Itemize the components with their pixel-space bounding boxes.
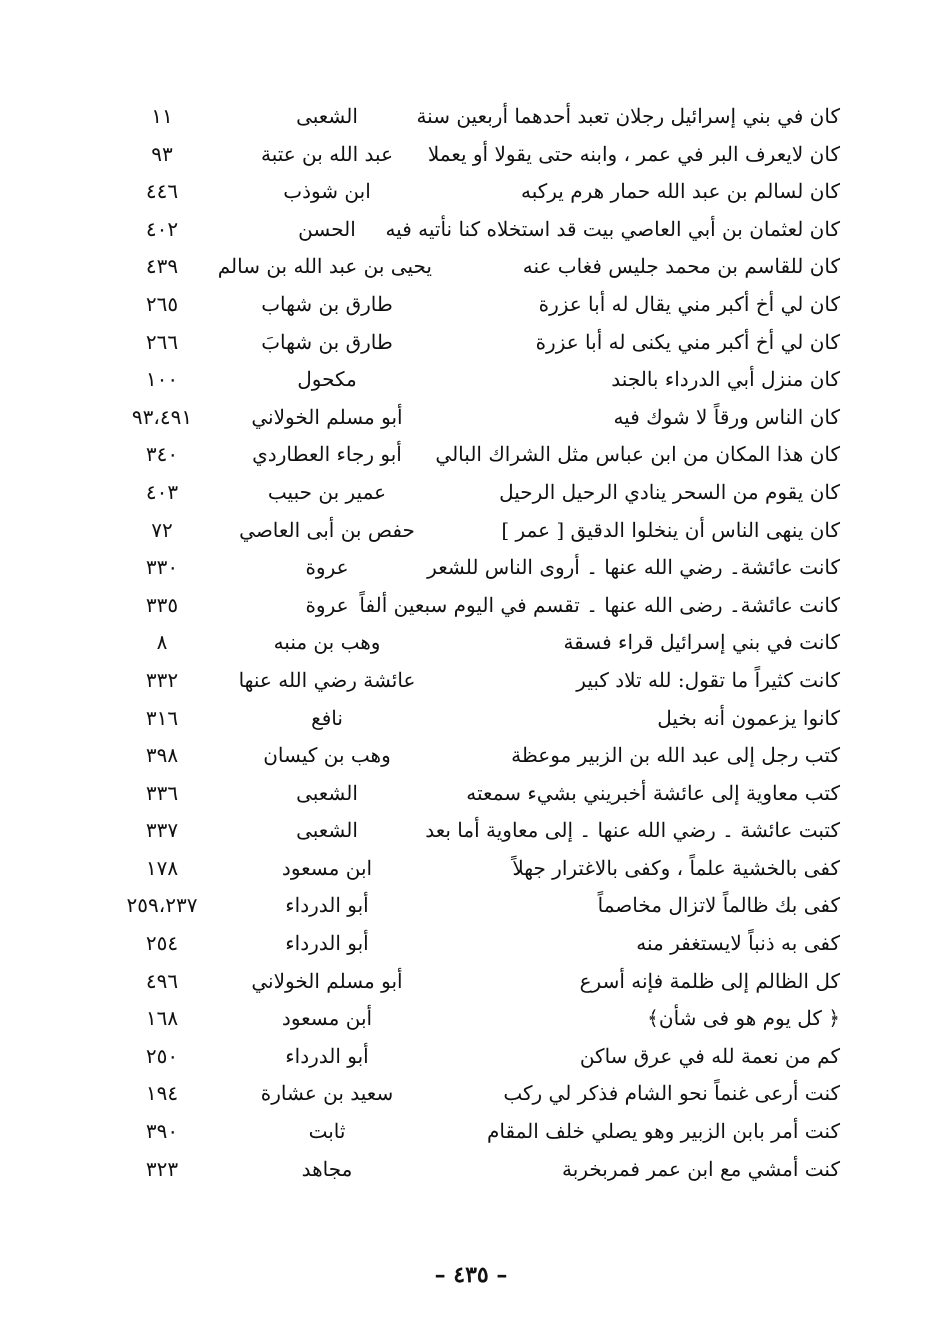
page-reference: ٤٠٣: [145, 479, 179, 504]
index-row: [110, 211, 840, 249]
index-row: [110, 662, 840, 700]
narrator-name: عروة: [305, 592, 349, 617]
index-row: [110, 1113, 840, 1151]
narrator-name: مكحول: [297, 367, 357, 392]
hadith-text: كان للقاسم بن محمد جليس فغاب عنه: [522, 254, 840, 279]
page-reference: ١٦٨: [145, 1006, 179, 1031]
page-reference: ٣٣٥: [145, 592, 179, 617]
page-reference: ٩٣،٤٩١: [131, 404, 193, 429]
index-row: [110, 1075, 840, 1113]
index-row: [110, 248, 840, 286]
page-reference: ٨: [156, 630, 168, 655]
page-reference: ٣٣٦: [145, 780, 179, 805]
narrator-name: مجاهد: [301, 1156, 353, 1181]
hadith-text: كل الظالم إلى ظلمة فإنه أسرع: [579, 968, 840, 993]
hadith-text: كان في بني إسرائيل رجلان تعبد أحدهما أربعين سنة: [416, 104, 840, 128]
hadith-text: كنت أمر بابن الزبير وهو يصلي خلف المقام: [486, 1119, 840, 1144]
narrator-name: أبو مسلم الخولاني: [251, 404, 403, 429]
hadith-text: كتب معاوية إلى عائشة أخبريني بشيء سمعته: [466, 780, 840, 805]
narrator-name: أبن مسعود: [281, 1006, 373, 1031]
page-reference: ٣٤٠: [145, 442, 179, 467]
page-reference: ٢٦٦: [145, 329, 179, 354]
page-reference: ٤٤٦: [145, 179, 179, 204]
narrator-name: أبو الدرداء: [285, 893, 369, 918]
hadith-text: كانت عائشة۔ رضى الله عنها ۔ تقسم في اليوم سبعين ألفاً: [359, 592, 840, 617]
narrator-name: الشعبى: [296, 818, 358, 843]
index-row: [110, 474, 840, 512]
page-reference: ١٩٤: [145, 1081, 179, 1106]
hadith-text: كفى به ذنباً لايستغفر منه: [636, 931, 840, 956]
index-row: [110, 1038, 840, 1076]
page-reference: ٧٢: [151, 517, 173, 542]
index-row: [110, 512, 840, 550]
index-row: [110, 286, 840, 324]
narrator-name: وهب بن منبه: [273, 630, 381, 655]
narrator-name: ثابت: [308, 1119, 346, 1144]
narrator-name: طارق بن شهاب: [261, 291, 393, 316]
narrator-name: الشعبى: [296, 104, 358, 128]
index-table: [110, 98, 840, 1188]
index-row: [110, 136, 840, 174]
hadith-text: كفى بك ظالماً لاتزال مخاصماً: [597, 893, 840, 918]
hadith-text: كانوا يزعمون أنه بخيل: [657, 705, 840, 730]
narrator-name: ابن شوذب: [283, 179, 371, 204]
hadith-text: كفى بالخشية علماً ، وكفى بالاغترار جهلاً: [512, 855, 840, 880]
hadith-text: كانت في بني إسرائيل قراء فسقة: [563, 630, 840, 655]
narrator-name: عمير بن حبيب: [267, 479, 387, 504]
index-row: [110, 549, 840, 587]
index-row: [110, 436, 840, 474]
index-row: [110, 98, 840, 136]
hadith-text: كتبت عائشة ۔ رضي الله عنها ۔ إلى معاوية أما بعد: [425, 818, 840, 843]
page-reference: ٣٢٣: [145, 1156, 179, 1181]
hadith-text: كان لسالم بن عبد الله حمار هرم يركبه: [520, 179, 840, 204]
index-row: [110, 624, 840, 662]
page-reference: ٤٣٩: [145, 254, 179, 279]
page-reference: ٢٥٤: [145, 931, 179, 956]
narrator-name: سعيد بن عشارة: [260, 1081, 394, 1106]
page-reference: ٢٥٠: [145, 1043, 179, 1068]
narrator-name: الحسن: [298, 216, 356, 241]
hadith-text: ﴿ كل يوم هو فى شأن﴾: [647, 1006, 840, 1031]
hadith-text: كان هذا المكان من ابن عباس مثل الشراك البالي: [435, 442, 840, 467]
narrator-name: نافع: [311, 705, 343, 730]
narrator-name: طارق بن شهابَ: [261, 329, 393, 354]
hadith-text: كان منزل أبي الدرداء بالجند: [611, 367, 840, 392]
page-reference: ١٠٠: [145, 367, 179, 392]
narrator-name: يحيى بن عبد الله بن سالم: [217, 254, 432, 279]
page-reference: ١١: [151, 104, 173, 128]
page-reference: ٤٩٦: [145, 968, 179, 993]
index-row: [110, 1000, 840, 1038]
narrator-name: عبد الله بن عتبة: [260, 141, 394, 166]
narrator-name: عروة: [305, 555, 349, 580]
index-row: [110, 775, 840, 813]
index-row: [110, 963, 840, 1001]
index-row: [110, 700, 840, 738]
narrator-name: أبو الدرداء: [285, 1043, 369, 1068]
index-row: [110, 173, 840, 211]
hadith-text: كانت عائشة۔ رضي الله عنها ۔ أروى الناس للشعر: [427, 555, 840, 580]
narrator-name: أبو الدرداء: [285, 931, 369, 956]
index-row: [110, 587, 840, 625]
index-row: [110, 361, 840, 399]
narrator-name: الشعبى: [296, 780, 358, 805]
page-reference: ٣٣٢: [145, 667, 179, 692]
narrator-name: ابن مسعود: [281, 855, 373, 880]
hadith-text: كان لعثمان بن أبي العاصي بيت قد استخلاه كنا نأتيه فيه: [385, 216, 840, 241]
narrator-name: أبو مسلم الخولاني: [251, 968, 403, 993]
hadith-text: كنت أمشي مع ابن عمر فمربخربة: [562, 1156, 840, 1181]
page-reference: ٤٠٢: [145, 216, 179, 241]
page-reference: ٣٩٨: [145, 743, 179, 768]
narrator-name: وهب بن كيسان: [263, 743, 391, 768]
page-reference: ٢٦٥: [145, 291, 179, 316]
narrator-name: حفص بن أبى العاصي: [239, 517, 415, 542]
hadith-text: كان لي أخ أكبر مني يكنى له أبا عزرة: [535, 329, 840, 354]
index-row: [110, 925, 840, 963]
page-reference: ٣٣٠: [145, 555, 179, 580]
index-row: [110, 887, 840, 925]
page-reference: ١٧٨: [145, 855, 179, 880]
hadith-text: كان الناس ورقاً لا شوك فيه: [613, 404, 840, 429]
hadith-text: كان ينهى الناس أن ينخلوا الدقيق [ عمر ]: [501, 517, 840, 542]
hadith-text: كنت أرعى غنماً نحو الشام فذكر لي ركب: [503, 1081, 840, 1106]
hadith-text: كتب رجل إلى عبد الله بن الزبير موعظة: [511, 743, 840, 768]
hadith-text: كم من نعمة لله في عرق ساكن: [579, 1043, 840, 1068]
index-row: [110, 812, 840, 850]
hadith-text: كانت كثيراً ما تقول: لله تلاد كبير: [576, 667, 840, 692]
page-reference: ٢٥٩،٢٣٧: [126, 893, 198, 918]
index-row: [110, 850, 840, 888]
narrator-name: أبو رجاء العطاردي: [252, 442, 402, 467]
page-reference: ٩٣: [151, 141, 173, 166]
index-row: [110, 1151, 840, 1189]
hadith-text: كان لايعرف البر في عمر ، وابنه حتى يقولا أو يعملا: [427, 141, 840, 166]
page-reference: ٣١٦: [145, 705, 179, 730]
index-row: [110, 324, 840, 362]
page-reference: ٣٩٠: [145, 1119, 179, 1144]
hadith-text: كان لي أخ أكبر مني يقال له أبا عزرة: [538, 291, 840, 316]
index-row: [110, 399, 840, 437]
hadith-text: كان يقوم من السحر ينادي الرحيل الرحيل: [499, 479, 840, 504]
narrator-name: عائشة رضي الله عنها: [238, 667, 416, 692]
index-row: [110, 737, 840, 775]
page-number: – ٤٣٥ –: [434, 1262, 508, 1288]
page-reference: ٣٣٧: [145, 818, 179, 843]
